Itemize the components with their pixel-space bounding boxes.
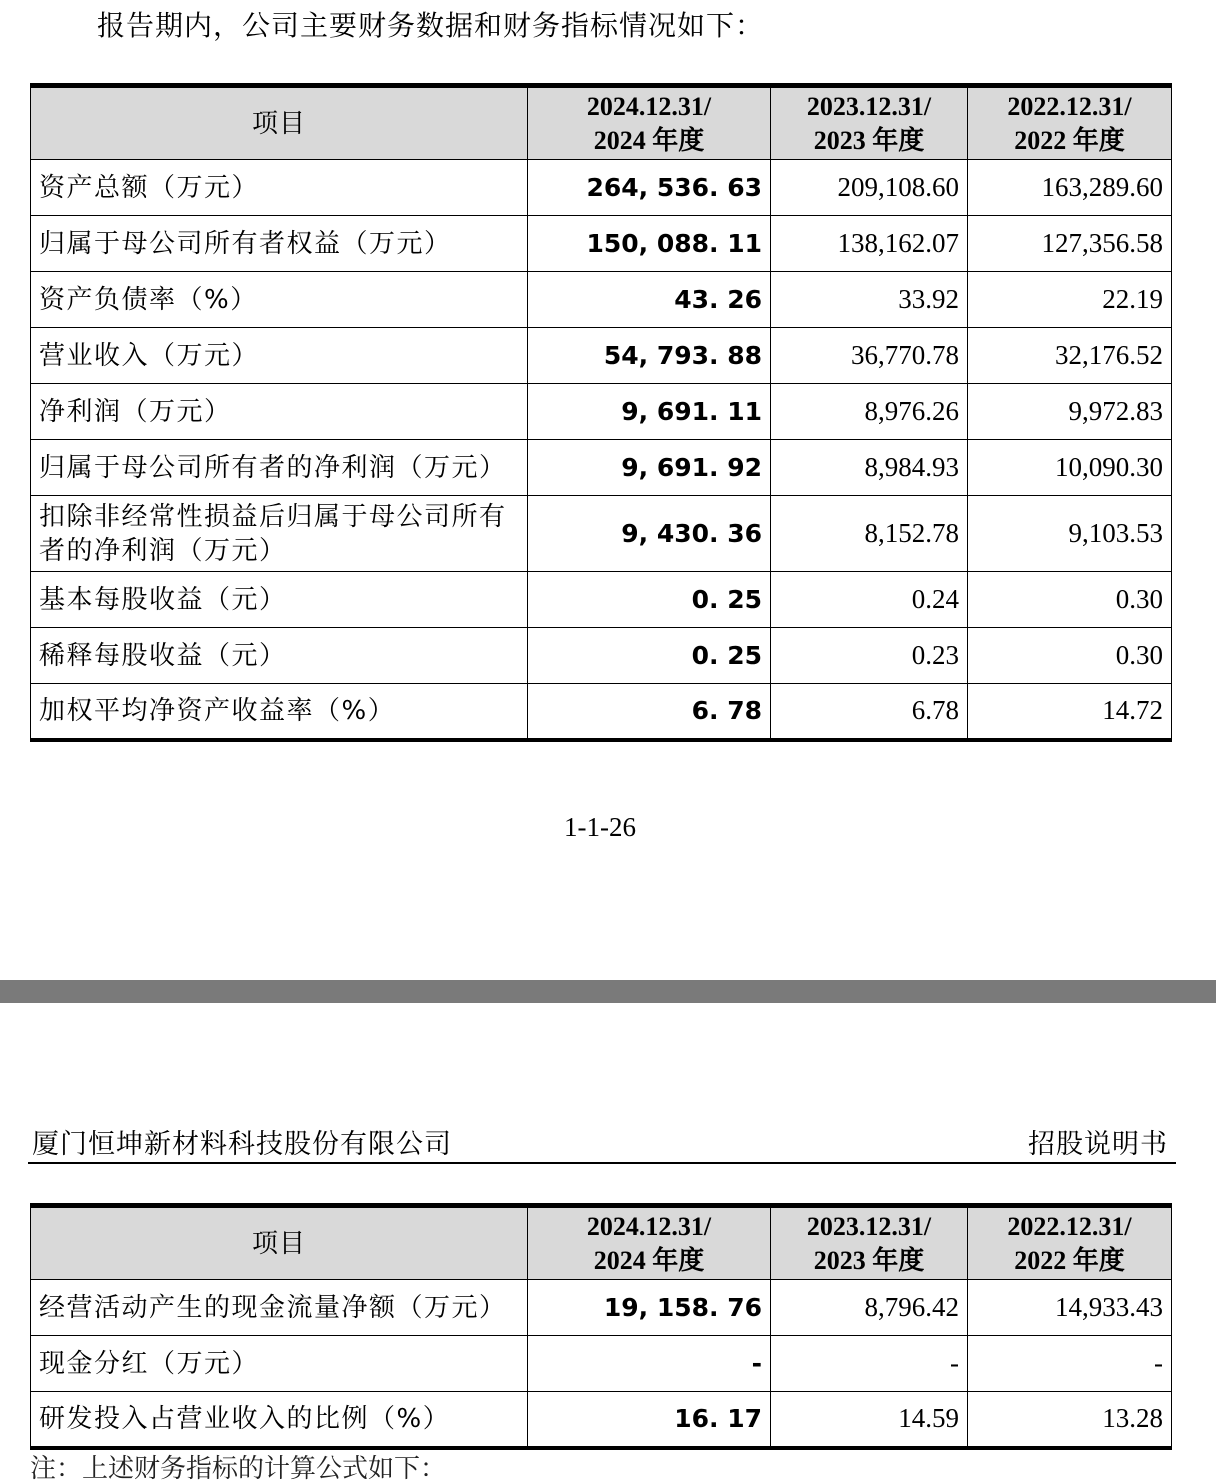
header-2023-line1: 2023.12.31/ bbox=[806, 91, 932, 121]
header-2024 bbox=[528, 1206, 771, 1280]
value-2024: 9, 691. 11 bbox=[528, 384, 771, 440]
header-2023-line2: 2023 年度 bbox=[813, 125, 925, 155]
value-2022: 13.28 bbox=[968, 1392, 1172, 1448]
page-break-divider bbox=[0, 980, 1216, 1003]
row-label: 归属于母公司所有者的净利润（万元） bbox=[31, 440, 528, 496]
value-2022: 32,176.52 bbox=[968, 328, 1172, 384]
row-label: 基本每股收益（元） bbox=[31, 572, 528, 628]
table-row bbox=[31, 1336, 1172, 1392]
value-2024: 9, 691. 92 bbox=[528, 440, 771, 496]
table-row bbox=[31, 216, 1172, 272]
value-2022: 22.19 bbox=[968, 272, 1172, 328]
value-2024: 6. 78 bbox=[528, 684, 771, 740]
value-2024: 19, 158. 76 bbox=[528, 1280, 771, 1336]
header-2022-line2: 2022 年度 bbox=[1014, 125, 1125, 155]
row-label: 归属于母公司所有者权益（万元） bbox=[31, 216, 528, 272]
header-item: 项目 bbox=[31, 86, 528, 160]
table-row bbox=[31, 496, 1172, 572]
value-2024: - bbox=[528, 1336, 771, 1392]
row-label: 经营活动产生的现金流量净额（万元） bbox=[31, 1280, 528, 1336]
value-2023: 8,984.93 bbox=[771, 440, 968, 496]
table-row bbox=[31, 384, 1172, 440]
header-2022-line2: 2022 年度 bbox=[1014, 1245, 1125, 1275]
table-header-row bbox=[31, 1206, 1172, 1280]
value-2022: 0.30 bbox=[968, 628, 1172, 684]
value-2022: 14,933.43 bbox=[968, 1280, 1172, 1336]
header-2023 bbox=[771, 86, 968, 160]
value-2024: 0. 25 bbox=[528, 628, 771, 684]
row-label: 稀释每股收益（元） bbox=[31, 628, 528, 684]
row-label: 现金分红（万元） bbox=[31, 1336, 528, 1392]
value-2024: 150, 088. 11 bbox=[528, 216, 771, 272]
row-label: 资产总额（万元） bbox=[31, 160, 528, 216]
header-item: 项目 bbox=[31, 1206, 528, 1280]
value-2023: 8,976.26 bbox=[771, 384, 968, 440]
value-2023: 209,108.60 bbox=[771, 160, 968, 216]
header-2024-line1: 2024.12.31/ bbox=[586, 91, 712, 121]
table-row bbox=[31, 684, 1172, 740]
value-2024: 43. 26 bbox=[528, 272, 771, 328]
header-2023-line1: 2023.12.31/ bbox=[806, 1211, 932, 1241]
value-2024: 264, 536. 63 bbox=[528, 160, 771, 216]
header-2024-line1: 2024.12.31/ bbox=[586, 1211, 712, 1241]
value-2022: 163,289.60 bbox=[968, 160, 1172, 216]
header-2024-line2: 2024 年度 bbox=[593, 1245, 705, 1275]
table-row bbox=[31, 1280, 1172, 1336]
table-row bbox=[31, 328, 1172, 384]
row-label: 资产负债率（%） bbox=[31, 272, 528, 328]
header-2023-line2: 2023 年度 bbox=[813, 1245, 925, 1275]
value-2023: 8,152.78 bbox=[771, 496, 968, 572]
value-2022: 14.72 bbox=[968, 684, 1172, 740]
row-label: 净利润（万元） bbox=[31, 384, 528, 440]
row-label: 研发投入占营业收入的比例（%） bbox=[31, 1392, 528, 1448]
value-2024: 9, 430. 36 bbox=[528, 496, 771, 572]
table-row bbox=[31, 1392, 1172, 1448]
footnote-text: 注：上述财务指标的计算公式如下： bbox=[30, 1454, 447, 1484]
value-2023: 8,796.42 bbox=[771, 1280, 968, 1336]
value-2022: - bbox=[968, 1336, 1172, 1392]
header-2022 bbox=[968, 86, 1172, 160]
value-2023: 0.24 bbox=[771, 572, 968, 628]
header-2022 bbox=[968, 1206, 1172, 1280]
value-2023: 6.78 bbox=[771, 684, 968, 740]
table-header-row bbox=[31, 86, 1172, 160]
value-2024: 0. 25 bbox=[528, 572, 771, 628]
financial-table-2 bbox=[30, 1203, 1172, 1450]
value-2023: - bbox=[771, 1336, 968, 1392]
value-2024: 54, 793. 88 bbox=[528, 328, 771, 384]
table-row bbox=[31, 628, 1172, 684]
value-2022: 0.30 bbox=[968, 572, 1172, 628]
header-2022-line1: 2022.12.31/ bbox=[1007, 1211, 1132, 1241]
table-row bbox=[31, 272, 1172, 328]
table-row bbox=[31, 160, 1172, 216]
row-label: 营业收入（万元） bbox=[31, 328, 528, 384]
value-2023: 33.92 bbox=[771, 272, 968, 328]
running-header bbox=[28, 1122, 1176, 1164]
row-label: 加权平均净资产收益率（%） bbox=[31, 684, 528, 740]
header-2024-line2: 2024 年度 bbox=[593, 125, 705, 155]
value-2022: 127,356.58 bbox=[968, 216, 1172, 272]
value-2024: 16. 17 bbox=[528, 1392, 771, 1448]
row-label: 扣除非经常性损益后归属于母公司所有者的净利润（万元） bbox=[31, 496, 528, 572]
header-2024 bbox=[528, 86, 771, 160]
value-2022: 10,090.30 bbox=[968, 440, 1172, 496]
value-2023: 0.23 bbox=[771, 628, 968, 684]
footnote-cut-off bbox=[30, 1454, 630, 1484]
company-name: 厦门恒坤新材料科技股份有限公司 bbox=[32, 1129, 452, 1160]
value-2023: 138,162.07 bbox=[771, 216, 968, 272]
table-row bbox=[31, 572, 1172, 628]
value-2022: 9,972.83 bbox=[968, 384, 1172, 440]
document-type: 招股说明书 bbox=[1028, 1129, 1168, 1160]
table-row bbox=[31, 440, 1172, 496]
value-2022: 9,103.53 bbox=[968, 496, 1172, 572]
header-2023 bbox=[771, 1206, 968, 1280]
page-number: 1-1-26 bbox=[564, 812, 636, 842]
financial-table-1 bbox=[30, 83, 1172, 742]
header-2022-line1: 2022.12.31/ bbox=[1007, 91, 1132, 121]
intro-paragraph: 报告期内，公司主要财务数据和财务指标情况如下： bbox=[97, 9, 765, 42]
value-2023: 14.59 bbox=[771, 1392, 968, 1448]
value-2023: 36,770.78 bbox=[771, 328, 968, 384]
